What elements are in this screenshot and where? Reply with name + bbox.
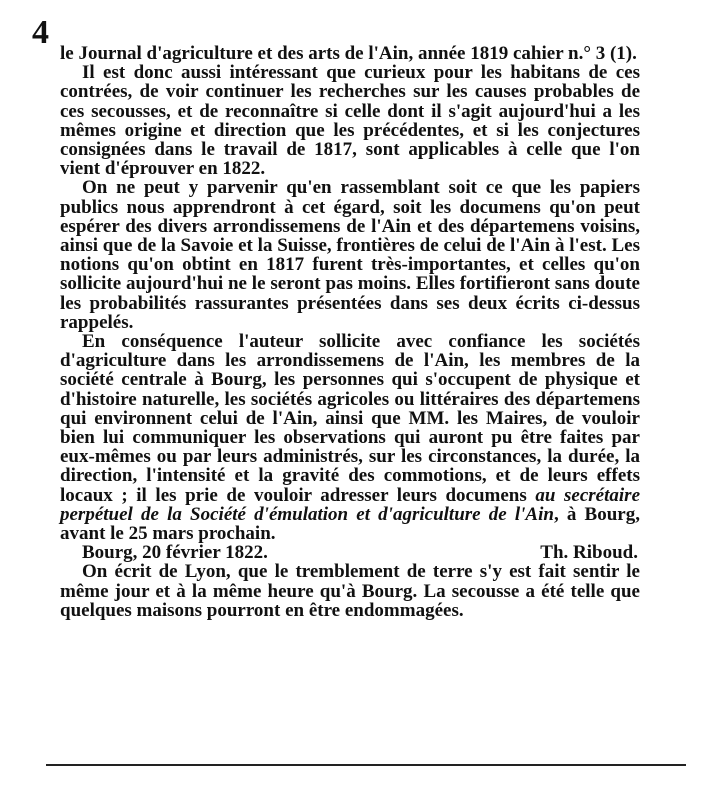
request-text: En conséquence l'auteur sollicite avec confiance les sociétés d'agriculture dans les arrondissemens de l'Ain, les membres de la société centrale à Bourg, les personnes qui s'occupent de physique et d'histoire naturelle, les sociétés agricoles ou littéraires des départemens qui environnent celui de l'Ain, ainsi que MM. les Maires, de vouloir bien lui communiquer les observations qui auront pu être faites par eux-mêmes ou par leurs administrés, sur les circonstances, la durée, la direction, l'intensité et la gravité des commotions, et de leurs effets locaux ; il les prie de vouloir adresser leurs documens	[60, 331, 640, 506]
paragraph-lyon: On écrit de Lyon, que le tremblement de terre s'y est fait sentir le même jour et à la même heure qu'à Bourg. La secousse a été telle que quelques maisons pourront en être endommagées.	[60, 561, 640, 621]
signature-place-date: Bourg, 20 février 1822.	[82, 542, 268, 564]
signature-line	[60, 543, 640, 562]
article-body	[60, 44, 640, 620]
request-recipient: au secrétaire perpétuel de la Société d'émulation et d'agriculture de l'Ain	[60, 484, 641, 525]
paragraph-interest: Il est donc aussi intéressant que curieux pour les habitans de ces contrées, de voir continuer les recherches sur les causes probables de ces secousses, et de reconnaître si celle dont il s'agit aujourd'hui a les mêmes origine et direction que les précédentes, et si les conjectures consignées dans le travail de 1817, sont applicables à celle que l'on vient d'éprouver en 1822.	[60, 62, 640, 180]
page-number: 4	[32, 14, 49, 51]
footer-rule	[46, 764, 686, 766]
paragraph-continuation: le Journal d'agriculture et des arts de l'Ain, année 1819 cahier n.° 3 (1).	[60, 43, 637, 64]
paragraph-request	[60, 332, 640, 543]
request-deadline: , à Bourg, avant le 25 mars prochain.	[60, 503, 640, 545]
signature-author: Th. Riboud.	[540, 542, 638, 564]
paragraph-documents: On ne peut y parvenir qu'en rassemblant soit ce que les papiers publics nous apprendront à cet égard, soit les documens qu'on peut espérer des divers arrondissemens de l'Ain et des départemens voisins, ainsi que de la Savoie et la Suisse, frontières de celui de l'Ain à l'est. Les notions qu'on obtint en 1817 furent très-importantes, et celles qu'on sollicite aujourd'hui ne le seront pas moins. Elles fortifieront sans doute les probabilités rassurantes présentées dans ses deux écrits ci-dessus rappelés.	[60, 177, 640, 333]
